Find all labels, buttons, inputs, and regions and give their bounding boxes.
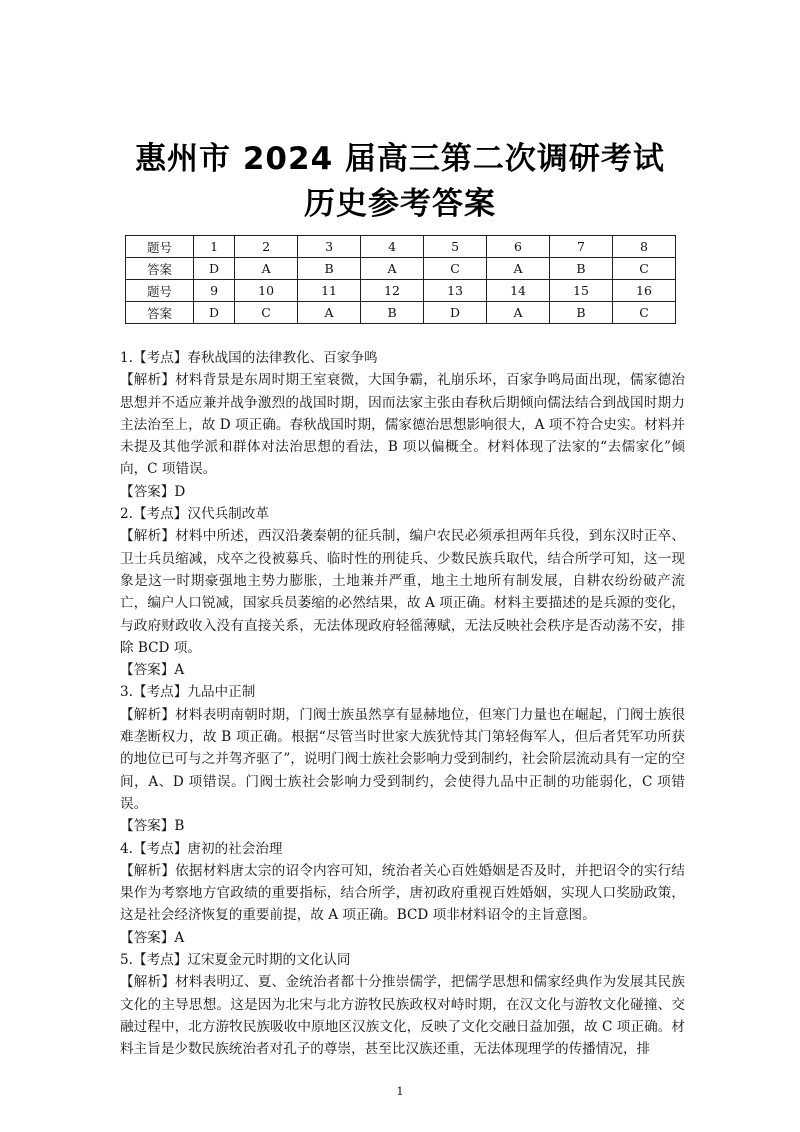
answer-table-cell: A — [235, 258, 298, 280]
answer-table — [125, 235, 676, 324]
document-subtitle: 历史参考答案 — [304, 186, 496, 222]
question-analysis: 【解析】材料表明南朝时期，门阀士族虽然享有显赫地位，但寒门力量也在崛起，门阀士族很难垄断权力，故 B 项正确。根据“尽管当时世家大族犹恃其门第轻侮军人，但后者凭军功所获的地位已可与之并驾齐驱了”，说明门阀士族社会影响力受到制约，社会阶层流动具有一定的空间，A、D 项错误。门阀士族社会影响力受到制约，会使得九品中正制的功能弱化，C 项错误。 — [120, 706, 685, 812]
answer-table-cell: B — [361, 302, 424, 324]
row-header-cell: 答案 — [126, 302, 194, 324]
question-answer: 【答案】D — [120, 483, 186, 500]
answer-table-row — [126, 302, 676, 324]
question-point: 3.【考点】九品中正制 — [120, 684, 256, 701]
answer-table-cell: C — [613, 258, 676, 280]
question-answer: 【答案】B — [120, 818, 185, 835]
answer-table-cell: B — [550, 302, 613, 324]
answer-table-cell: B — [298, 258, 361, 280]
row-header-cell: 题号 — [126, 280, 194, 302]
question-analysis: 【解析】依据材料唐太宗的诏令内容可知，统治者关心百姓婚姻是否及时，并把诏令的实行结果作为考察地方官政绩的重要指标，结合所学，唐初政府重视百姓婚姻，实现人口奖励政策，这是社会经济恢复的重要前提，故 A 项正确。BCD 项非材料诏令的主旨意图。 — [120, 862, 685, 924]
question-block — [120, 681, 685, 837]
answer-table-cell: 9 — [194, 280, 235, 302]
answer-table-cell: 11 — [298, 280, 361, 302]
answer-table-cell: 14 — [487, 280, 550, 302]
answer-table-cell: C — [424, 258, 487, 280]
answer-table-cell: B — [550, 258, 613, 280]
answer-table-row — [126, 236, 676, 258]
answer-table-cell: 12 — [361, 280, 424, 302]
page-number: 1 — [396, 1085, 404, 1098]
answer-table-cell: 10 — [235, 280, 298, 302]
answer-table-cell: A — [361, 258, 424, 280]
answer-table-cell: D — [424, 302, 487, 324]
question-point: 5.【考点】辽宋夏金元时期的文化认同 — [120, 952, 351, 969]
answer-table-cell: 3 — [298, 236, 361, 258]
answer-table-cell: 6 — [487, 236, 550, 258]
question-analysis: 【解析】材料中所述，西汉沿袭秦朝的征兵制，编户农民必须承担两年兵役，到东汉时正卒、卫士兵员缩减，戍卒之役被募兵、临时性的刑徒兵、少数民族兵取代，结合所学可知，这一现象是这一时期豪强地主势力膨胀，土地兼并严重，地主土地所有制发展，自耕农纷纷破产流亡，编户人口锐减，国家兵员萎缩的必然结果，故 A 项正确。材料主要描述的是兵源的变化，与政府财政收入没有直接关系，无法体现政府轻徭薄赋，无法反映社会秩序是否动荡不安，排除 BCD 项。 — [120, 528, 685, 656]
answer-table-cell: 13 — [424, 280, 487, 302]
answer-table-cell: A — [487, 302, 550, 324]
answer-table-cell: A — [298, 302, 361, 324]
answer-table-row — [126, 258, 676, 280]
answer-table-cell: 2 — [235, 236, 298, 258]
row-header-cell: 答案 — [126, 258, 194, 280]
answer-table-cell: 8 — [613, 236, 676, 258]
question-answer: 【答案】A — [120, 662, 185, 679]
answer-table-cell: C — [613, 302, 676, 324]
answer-table-cell: 5 — [424, 236, 487, 258]
answer-table-cell: C — [235, 302, 298, 324]
answer-table-cell: 4 — [361, 236, 424, 258]
question-point: 1.【考点】春秋战国的法律教化、百家争鸣 — [120, 350, 378, 366]
answer-table-cell: D — [194, 258, 235, 280]
answer-table-cell: A — [487, 258, 550, 280]
question-block — [120, 503, 685, 681]
question-analysis: 【解析】材料表明辽、夏、金统治者都十分推崇儒学，把儒学思想和儒家经典作为发展其民族文化的主导思想。这是因为北宋与北方游牧民族政权对峙时期，在汉文化与游牧文化碰撞、交融过程中，北方游牧民族吸收中原地区汉族文化，反映了文化交融日益加强，故 C 项正确。材料主旨是少数民族统治者对孔子的尊崇，甚至比汉族还重，无法体现理学的传播情况，排 — [120, 974, 685, 1058]
question-block — [120, 347, 685, 503]
answer-table-cell: 16 — [613, 280, 676, 302]
answer-table-cell: 15 — [550, 280, 613, 302]
answer-explanations — [120, 347, 685, 1061]
row-header-cell: 题号 — [126, 236, 194, 258]
question-point: 2.【考点】汉代兵制改革 — [120, 506, 269, 523]
question-point: 4.【考点】唐初的社会治理 — [120, 840, 283, 857]
question-block — [120, 838, 685, 949]
answer-table-row — [126, 280, 676, 302]
question-block — [120, 949, 685, 1060]
document-title: 惠州市 2024 届高三第二次调研考试 — [135, 141, 665, 177]
answer-table-cell: 7 — [550, 236, 613, 258]
question-analysis: 【解析】材料背景是东周时期王室衰微，大国争霸，礼崩乐坏，百家争鸣局面出现，儒家德治思想并不适应兼并战争激烈的战国时期，因而法家主张由春秋后期倾向儒法结合到战国时期力主法治至上，故 D 项正确。春秋战国时期，儒家德治思想影响很大，A 项不符合史实。材料并未提及其他学派和群体对法治思想的看法，B 项以偏概全。材料体现了法家的“去儒家化”倾向，C 项错误。 — [120, 372, 685, 478]
answer-table-cell: 1 — [194, 236, 235, 258]
question-answer: 【答案】A — [120, 929, 185, 946]
answer-table-cell: D — [194, 302, 235, 324]
